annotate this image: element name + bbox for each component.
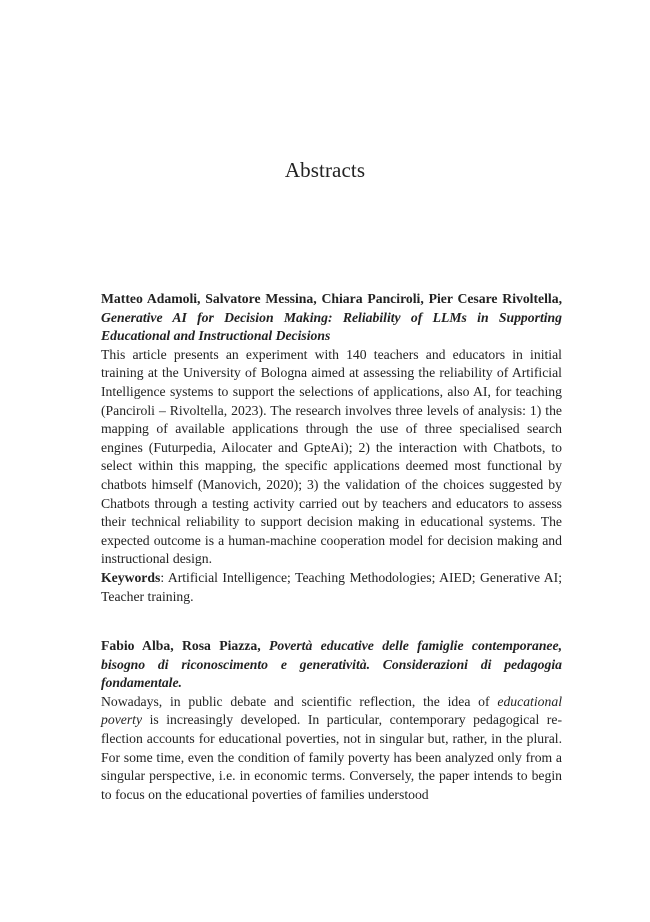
abstract-entry	[101, 290, 562, 606]
abstract-authors: Matteo Adamoli, Salvatore Messina, Chiara Panciroli, Pier Cesare Rivoltella,	[101, 291, 562, 306]
abstract-entry	[101, 637, 562, 804]
abstract-title: Generative AI for Decision Making: Reliability of LLMs in Supporting Educational and Instructional Decisions	[101, 309, 562, 344]
abstract-body-rest: is increasingly developed. In particular, contemporary pedagogical reflection accounts for educational poverties, not in singular but, rather, in the plural. For some time, even the condition of family poverty has been analyzed only from a singular perspective, i.e. in economic terms. Conversely, the paper intends to begin to focus on the educational poverties of families understood	[101, 712, 562, 802]
abstract-heading	[101, 290, 562, 346]
abstract-keywords	[101, 569, 562, 606]
page-title: Abstracts	[284, 158, 366, 182]
abstract-body: This article presents an experiment with 140 teachers and educators in initial training at the University of Bologna aimed at assessing the reliability of Artificial Intelligence systems to support the selections of applications, also AI, for teaching (Panciroli – Rivoltella, 2023). The research involves three levels of analysis: 1) the mapping of available applications through the use of three specialised search engines (Futurpedia, Ailocater and GpteAi); 2) the interaction with Chatbots, to select within this mapping, the specific applications deemed most functional by chatbots himself (Manovich, 2020); 3) the validation of the choices suggested by Chatbots through a testing activity carried out by teachers and educators to assess their technical reliability to support decision making in educational systems. The expected outcome is a human-machine cooperation model for decision making and instructional design.	[101, 346, 562, 567]
abstract-heading	[101, 637, 562, 693]
abstract-title: Povertà educative delle famiglie contemporanee, bisogno di riconoscimento e generatività. Considerazioni di pedagogia fondamentale.	[101, 638, 562, 691]
keywords-label: Keywords	[101, 569, 161, 585]
abstract-body-italic-term: educational poverty	[101, 693, 562, 728]
abstract-body	[101, 693, 562, 805]
abstract-body-start: Nowadays, in public debate and scientific reflection, the idea of	[101, 693, 498, 709]
abstract-authors: Fabio Alba, Rosa Piazza,	[101, 638, 261, 653]
keywords-list: : Artificial Intelligence; Teaching Methodologies; AIED; Generative AI; Teacher training.	[101, 569, 562, 604]
